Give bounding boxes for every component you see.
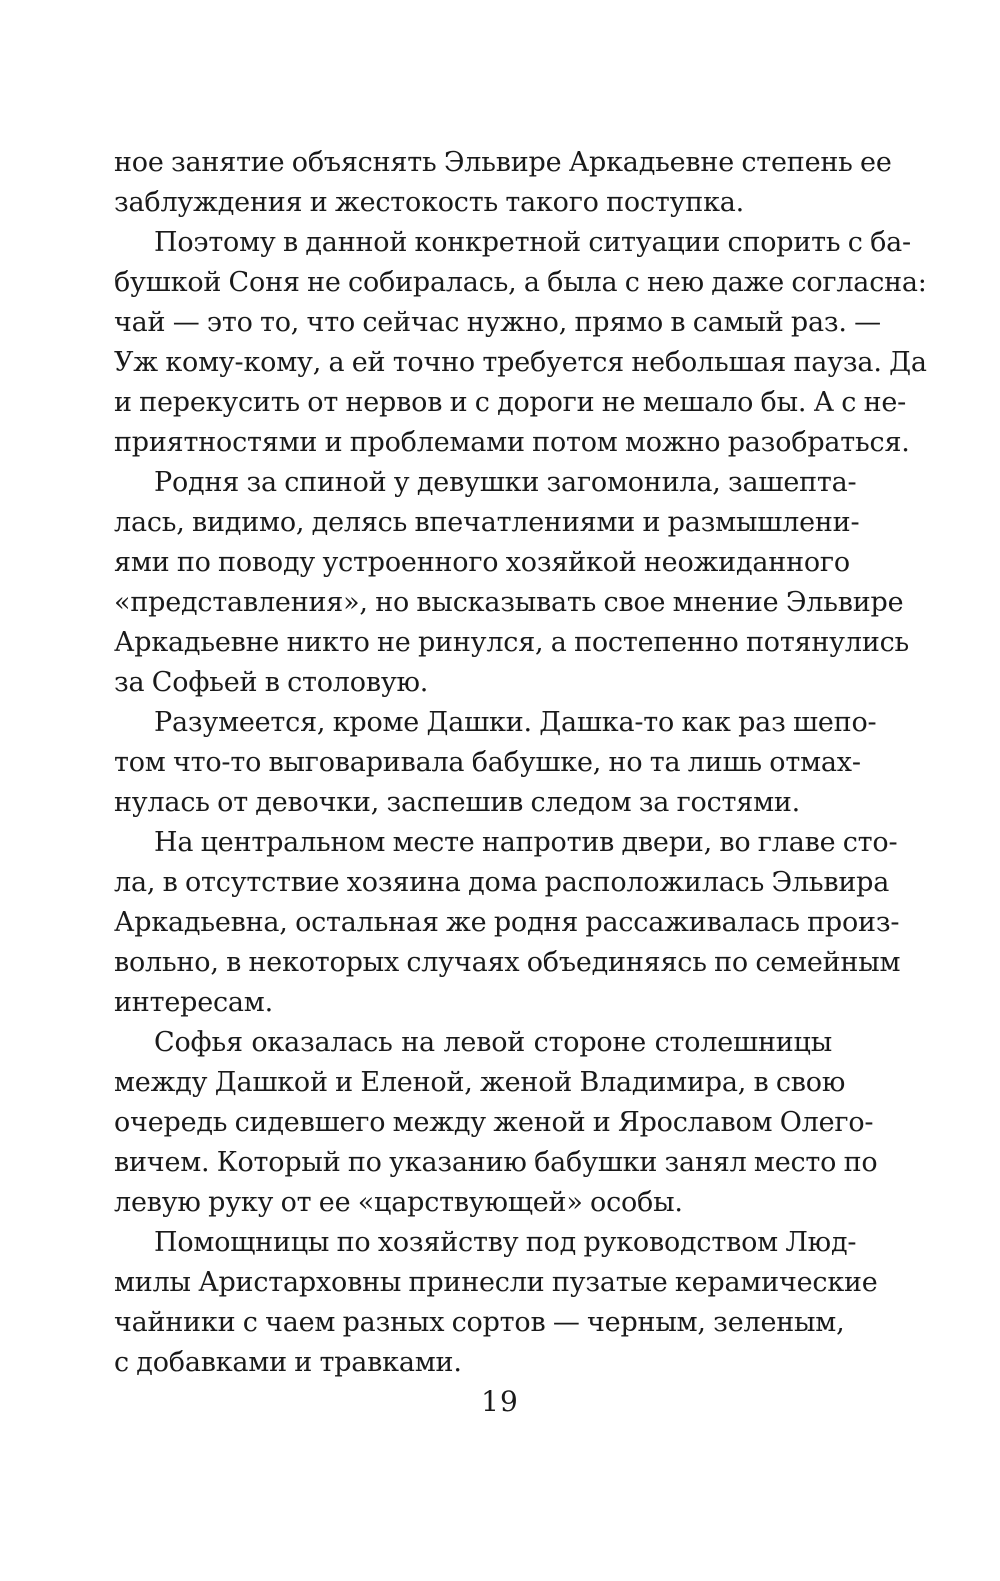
text-line: и перекусить от нервов и с дороги не мешало бы. А с не- bbox=[114, 387, 907, 418]
text-line: Разумеется, кроме Дашки. Дашка-то как раз шепо- bbox=[154, 707, 877, 738]
text-line: Софья оказалась на левой стороне столешницы bbox=[154, 1027, 832, 1058]
text-line: Родня за спиной у девушки загомонила, зашепта- bbox=[154, 467, 857, 498]
text-line: На центральном месте напротив двери, во главе сто- bbox=[154, 827, 898, 858]
paragraph bbox=[114, 1023, 878, 1223]
text-line: бушкой Соня не собиралась, а была с нею даже согласна: bbox=[114, 267, 927, 298]
text-line: Аркадьевне никто не ринулся, а постепенно потянулись bbox=[114, 627, 910, 658]
text-line: вичем. Который по указанию бабушки занял место по bbox=[114, 1147, 878, 1178]
text-line: нулась от девочки, заспешив следом за гостями. bbox=[114, 787, 801, 818]
text-line: чай — это то, что сейчас нужно, прямо в самый раз. — bbox=[114, 307, 881, 338]
text-line: Аркадьевна, остальная же родня рассаживалась произ- bbox=[114, 907, 900, 938]
paragraph bbox=[114, 1223, 878, 1383]
page-number: 19 bbox=[481, 1385, 519, 1418]
paragraph bbox=[114, 703, 877, 823]
paragraph bbox=[114, 463, 910, 703]
text-line: заблуждения и жестокость такого поступка. bbox=[114, 187, 745, 218]
paragraph bbox=[114, 143, 892, 223]
text-line: Поэтому в данной конкретной ситуации спорить с ба- bbox=[154, 227, 911, 258]
text-line: приятностями и проблемами потом можно разобраться. bbox=[114, 427, 910, 458]
text-line: за Софьей в столовую. bbox=[114, 667, 429, 698]
text-line: Помощницы по хозяйству под руководством Люд- bbox=[154, 1227, 857, 1258]
text-line: с добавками и травками. bbox=[114, 1347, 462, 1378]
text-line: лась, видимо, делясь впечатлениями и размышлени- bbox=[114, 507, 860, 538]
text-line: ное занятие объяснять Эльвире Аркадьевне степень ее bbox=[114, 147, 892, 178]
text-line: том что-то выговаривала бабушке, но та лишь отмах- bbox=[114, 747, 861, 778]
text-line: левую руку от ее «царствующей» особы. bbox=[114, 1187, 683, 1218]
text-line: ями по поводу устроенного хозяйкой неожиданного bbox=[114, 547, 850, 578]
text-line: между Дашкой и Еленой, женой Владимира, в свою bbox=[114, 1067, 846, 1098]
text-line: «представления», но высказывать свое мнение Эльвире bbox=[114, 587, 904, 618]
page-body bbox=[114, 143, 927, 1383]
text-line: милы Аристарховны принесли пузатые керамические bbox=[114, 1267, 878, 1298]
text-line: очередь сидевшего между женой и Ярославом Олего- bbox=[114, 1107, 874, 1138]
paragraph bbox=[114, 823, 901, 1023]
paragraph bbox=[114, 223, 927, 463]
text-line: чайники с чаем разных сортов — черным, зеленым, bbox=[114, 1307, 845, 1338]
text-line: Уж кому-кому, а ей точно требуется небольшая пауза. Да bbox=[114, 347, 927, 378]
text-line: интересам. bbox=[114, 987, 273, 1018]
text-line: ла, в отсутствие хозяина дома расположилась Эльвира bbox=[114, 867, 890, 898]
text-line: вольно, в некоторых случаях объединяясь по семейным bbox=[114, 947, 901, 978]
